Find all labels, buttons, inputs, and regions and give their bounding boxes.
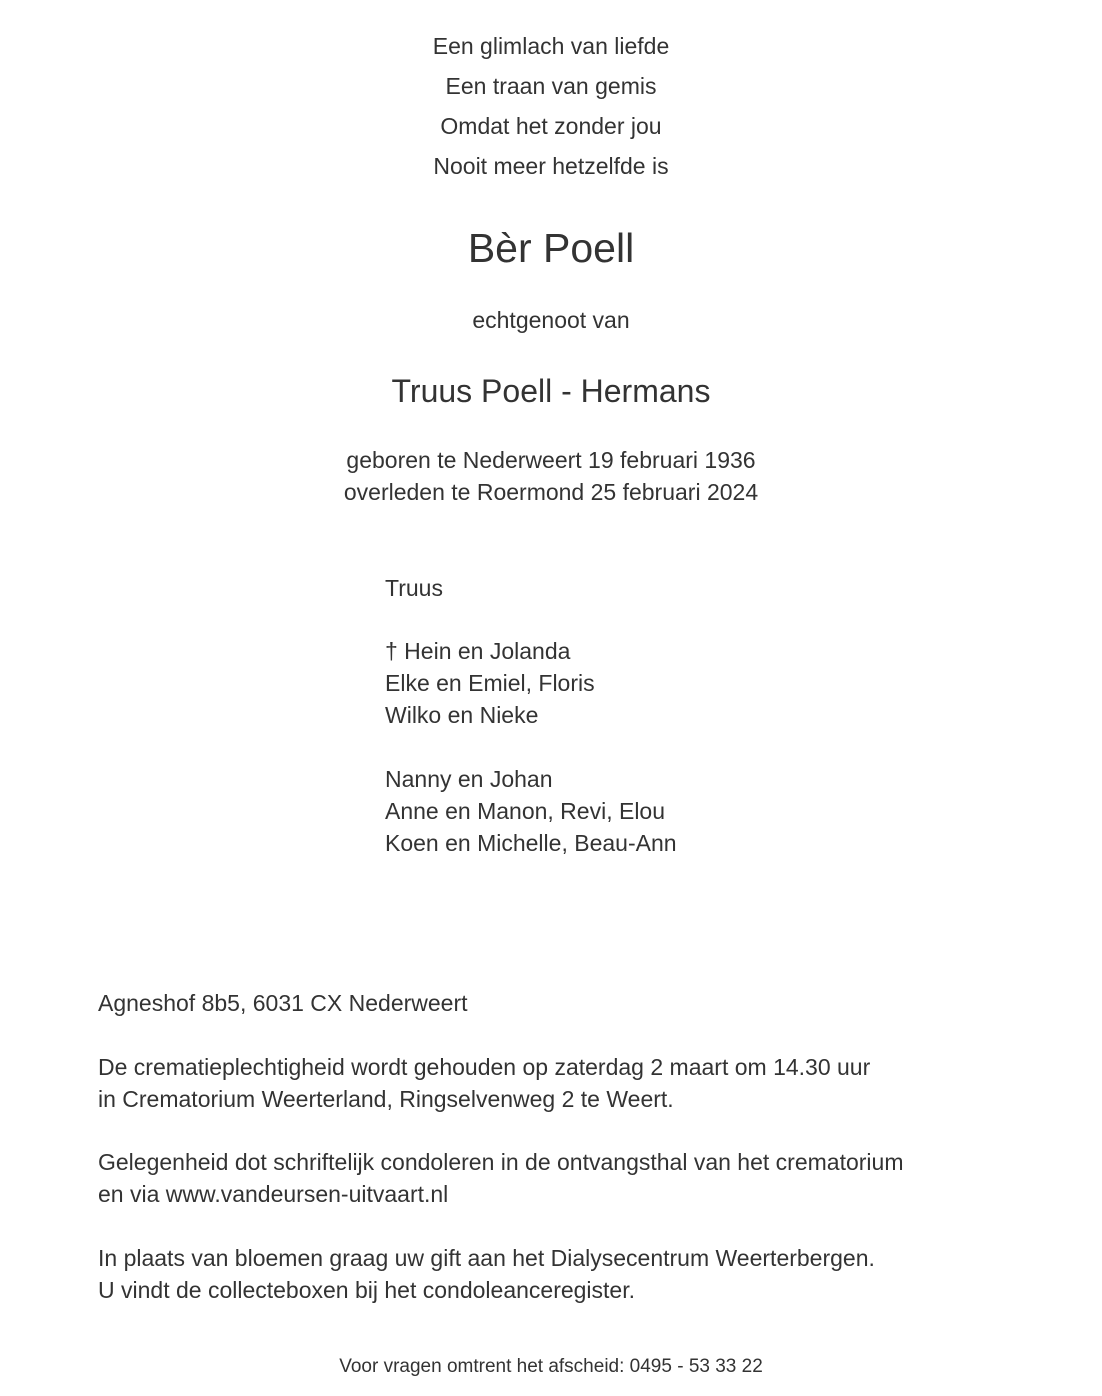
ceremony-line-1: De crematieplechtigheid wordt gehouden op zaterdag 2 maart om 14.30 uur bbox=[98, 1054, 871, 1080]
poem-line-1: Een glimlach van liefde bbox=[432, 33, 670, 59]
gifts-line-1: In plaats van bloemen graag uw gift aan het Dialysecentrum Weerterbergen. bbox=[98, 1245, 875, 1271]
poem-line-4: Nooit meer hetzelfde is bbox=[433, 153, 669, 179]
birth-line: geboren te Nederweert 19 februari 1936 bbox=[346, 447, 756, 473]
family-line: Nanny en Johan bbox=[385, 766, 553, 792]
poem-line-3: Omdat het zonder jou bbox=[440, 113, 662, 139]
poem-line-2: Een traan van gemis bbox=[445, 73, 657, 99]
relation-label: echtgenoot van bbox=[472, 307, 630, 333]
address: Agneshof 8b5, 6031 CX Nederweert bbox=[98, 990, 468, 1016]
family-line: Anne en Manon, Revi, Elou bbox=[385, 798, 666, 824]
death-line: overleden te Roermond 25 februari 2024 bbox=[343, 479, 759, 505]
family-line: Koen en Michelle, Beau-Ann bbox=[385, 830, 677, 856]
family-line: † Hein en Jolanda bbox=[385, 638, 571, 664]
family-line: Wilko en Nieke bbox=[385, 702, 539, 728]
gifts-line-2: U vindt de collecteboxen bij het condoleanceregister. bbox=[98, 1277, 636, 1303]
family-line: Elke en Emiel, Floris bbox=[385, 670, 595, 696]
ceremony-line-2: in Crematorium Weerterland, Ringselvenweg 2 te Weert. bbox=[98, 1086, 674, 1112]
condolence-line-1: Gelegenheid dot schriftelijk condoleren in de ontvangsthal van het crematorium bbox=[98, 1149, 904, 1175]
footer-contact: Voor vragen omtrent het afscheid: 0495 - 53 33 22 bbox=[339, 1356, 763, 1377]
deceased-name: Bèr Poell bbox=[467, 225, 635, 271]
condolence-line-2: en via www.vandeursen-uitvaart.nl bbox=[98, 1181, 449, 1207]
spouse-name: Truus Poell - Hermans bbox=[391, 373, 711, 409]
family-spouse: Truus bbox=[385, 575, 443, 601]
